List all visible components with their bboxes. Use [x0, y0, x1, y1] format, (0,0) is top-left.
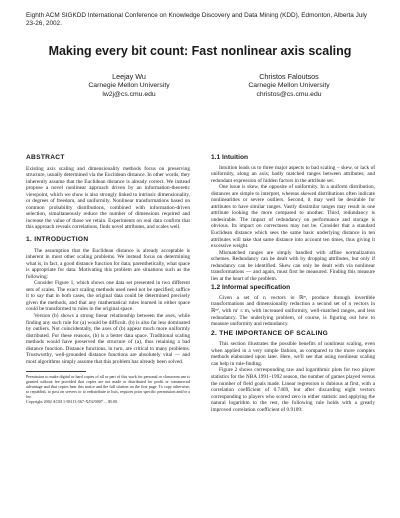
- abstract-heading: ABSTRACT: [26, 154, 65, 161]
- copyright-notice: Copyright 2002 ACM 1-58113-567-X/02/0007 ... $5.00.: [26, 399, 119, 405]
- author-affiliation: Carnegie Mellon University: [88, 81, 170, 89]
- author-email: lw2j@cs.cmu.edu: [102, 90, 156, 98]
- footnote-separator: [26, 371, 86, 372]
- abstract-text: Existing axis scaling and dimensionality methods focus on preserving structure, usually determined via the Euclidean distance. In other words, they inherently assume that the Euclidean distance is already correct. We instead propose a novel nonlinear approach driven by an information-theoretic viewpoint, which we show is also strongly linked to intrinsic dimensionality, or degrees of freedom, and uniformity. Nonlinear transformations based on common probability distributions, combined with information-driven selection, simultaneously reduce the number of dimensions required and increase the value of those we retain. Experiments on real data confirm that this approach reveals correlations, finds novel attributes, and scales well.: [26, 165, 190, 231]
- introduction-heading: 1. INTRODUCTION: [26, 236, 89, 244]
- scaling-paragraph: This section illustrates the possible benefits of nonlinear scaling, even when applied in a very simple fashion, as compared to the more complex methods elaborated upon later. Here, we'll see that using nonlinear scaling can help in rule-finding.: [211, 341, 375, 367]
- author-email: christos@cs.cmu.edu: [256, 90, 322, 98]
- author-affiliation: Carnegie Mellon University: [248, 81, 330, 89]
- intro-paragraph: The assumption that the Euclidean distance is already acceptable is inherent in most other scaling problems. We instead focus on determining what is, in fact, a good distance function for data; parenthetically, what space is appropriate for data. Motivating this problem are situations such as the following:: [26, 247, 190, 280]
- permission-footnote: Permission to make digital or hard copies of all or part of this work for personal or classroom use is granted without fee provided that copies are not made or distributed for profit or commercial advantage and that copies bear this notice and the full citation on the first page. To copy otherwise, to republish, to post on servers or to redistribute to lists, requires prior specific permission and/or a fee.: [26, 374, 190, 400]
- section-heading-intuition: 1.1 Intuition: [211, 154, 248, 161]
- intro-paragraph: Version (b) shows a strong linear relationship between the axes, while finding any such rule for (a) would be difficult. (b) is also far less dominated by outliers. Not coincidentally, the axes of (b) appear much more uniformly distributed. For these reasons, (b) is a better data space. Traditional scaling methods would have preserved the structure of (a), thus retaining a bad distance function. Distance functions, in turn, are critical to many problems. Trustworthy, well-grounded distance functions are absolutely vital — and most algorithms simply assume that this problem has already been solved.: [26, 313, 190, 365]
- left-column: [26, 155, 190, 404]
- author-name: Leejay Wu: [112, 72, 146, 81]
- section-heading-scaling: 2. THE IMPORTANCE OF SCALING: [211, 329, 329, 337]
- scaling-paragraph: Figure 2 shows corresponding raw and logarithmic plots for two player statistics for the NBA 1991–1992 season, the number of games played versus the number of field goals made. Linear regression is dubious at first, with a correlation coefficient of 0.7469, but after discarding eight vectors corresponding to players who scored zero in either statistic and applying the natural logarithm to the rest, the following rule holds with a greatly improved correlation coefficient of 0.9109:: [211, 367, 375, 413]
- right-column: [211, 155, 375, 413]
- author-block: [54, 73, 204, 99]
- paper-title: Making every bit count: Fast nonlinear axis scaling: [48, 44, 352, 58]
- section-heading-informal-spec: 1.2 Informal specification: [211, 284, 291, 292]
- author-name: Christos Faloutsos: [259, 72, 319, 81]
- spec-paragraph: Given a set of n vectors in ℝᵐ, produce through invertible transformations and dimensionality reduction a second set of n vectors in ℝᵐ′, with m′ ≤ m, with increased uniformity, well-matched ranges, and less redundancy. The underlying problem, of course, is figuring out how to measure uniformity and redundancy.: [211, 294, 375, 328]
- intro-paragraph: Consider Figure 1, which shows one data set presented in two different sets of scales. The exact scaling methods used need not be specified; suffice it to say that in both cases, the original data could be determined precisely given the methods, and that any mathematical rules learned in either space could be transformed to rules in the original space.: [26, 280, 190, 313]
- intuition-paragraph: Mismatched ranges are simply handled with affine normalization schemes. Redundancy can be dealt with by dropping attributes, but only if redundancy can be identified. Skew can only be dealt with via nonlinear transformations — and again, must first be measured. Finding this measure lies at the heart of the problem.: [211, 249, 375, 282]
- author-block: [214, 73, 364, 99]
- intuition-paragraph: One issue is skew, the opposite of uniformity. In a uniform distribution, distances are simple to interpret, whereas skewed distributions often indicate nonlinearities or severe outliers. Second, it may well be desirable for attributes to have similar ranges. Vastly dissimilar ranges may result in one attribute looking the more compared to another. Third, redundancy is undesirable. The impact of redundancy on performance and storage is obvious. Its impact on correctness may not be. Consider that a standard Euclidean distance which sees the same basic underlying distance in ten attributes will take that same distance into account ten times, thus giving it excessive weight.: [211, 184, 375, 250]
- intuition-paragraph: Intuition leads us to three major aspects to bad scaling – skew, or lack of uniformity, along an axis; badly matched ranges between attributes; and redundant expression of hidden factors in the attribute set.: [211, 164, 375, 184]
- conference-header: Eighth ACM SIGKDD International Conference on Knowledge Discovery and Data Mining (KDD), Edmonton, Alberta July 23-26, 2002.: [26, 12, 368, 28]
